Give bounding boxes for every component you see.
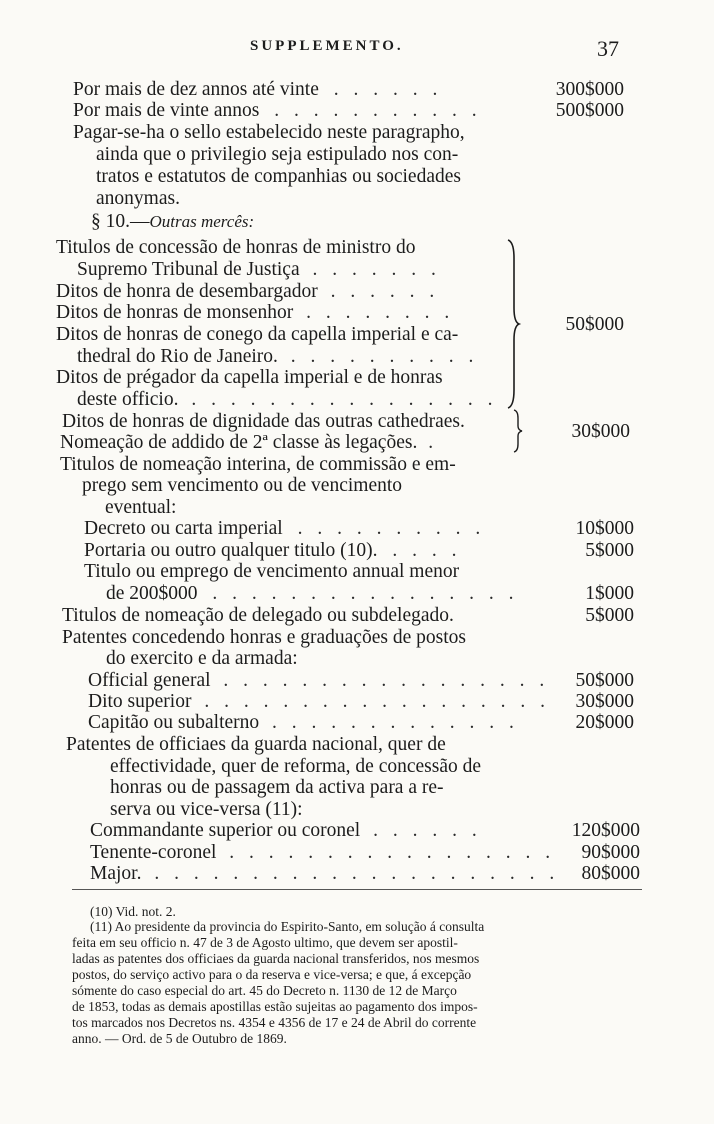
text-line: prego sem vencimento ou de vencimento [82, 475, 403, 496]
text-line: deste officio. . . . . . . . . . . . . . . . . [77, 389, 498, 410]
text-line: anonymas. [96, 188, 180, 209]
right-brace-icon [512, 408, 524, 454]
footnote-divider [72, 889, 642, 890]
footnote-line: postos, do serviço activo para o da reserva e vice-versa; e que, á excepção [72, 967, 472, 982]
text-line: ainda que o privilegio seja estipulado nos con- [96, 144, 459, 165]
amount: 5$000 [585, 605, 634, 626]
text-line: effectividade, quer de reforma, de concessão de [110, 756, 482, 777]
amount: 50$000 [575, 670, 634, 691]
amount: 10$000 [575, 518, 634, 539]
text-line: Capitão ou subalterno . . . . . . . . . . . . . [88, 712, 519, 733]
page-number: 37 [597, 36, 619, 61]
footnote-line: feita em seu officio n. 47 de 3 de Agosto ultimo, que devem ser apostil- [72, 935, 458, 950]
text-line: Titulo ou emprego de vencimento annual menor [84, 561, 460, 582]
text-line: eventual: [105, 497, 177, 518]
page-header [0, 36, 714, 64]
text-line: Major. . . . . . . . . . . . . . . . . . . . . . [90, 863, 560, 884]
text-line: Tenente-coronel . . . . . . . . . . . . . . . . . [90, 842, 556, 863]
amount: 30$000 [575, 691, 634, 712]
text-line: do exercito e da armada: [106, 648, 298, 669]
text-line: Patentes de officiaes da guarda nacional, quer de [66, 734, 446, 755]
text-line: Supremo Tribunal de Justiça . . . . . . . [77, 259, 441, 280]
text-line: Official general . . . . . . . . . . . . . . . . . [88, 670, 550, 691]
text-line: Dito superior . . . . . . . . . . . . . . . . . . [88, 691, 550, 712]
text-line: serva ou vice-versa (11): [110, 799, 303, 820]
text-line: Titulos de nomeação interina, de commissão e em- [60, 454, 456, 475]
text-line: thedral do Rio de Janeiro. . . . . . . . . . . [77, 346, 479, 367]
text-line: de 200$000 . . . . . . . . . . . . . . . . [106, 583, 519, 604]
right-brace-icon [506, 238, 520, 410]
text-line: Titulos de nomeação de delegado ou subdelegado. [62, 605, 454, 626]
text-line: Ditos de honras de monsenhor . . . . . . . . [56, 302, 455, 323]
footnote-line: de 1853, todas as demais apostillas estão sujeitas ao pagamento dos impos- [72, 999, 478, 1014]
footnote-line: sómente do caso especial do art. 45 do Decreto n. 1130 de 12 de Março [72, 983, 457, 998]
text-line: honras ou de passagem da activa para a re- [110, 777, 444, 798]
amount: 1$000 [585, 583, 634, 604]
amount: 500$000 [555, 100, 624, 121]
text-line: Ditos de prégador da capella imperial e de honras [56, 367, 443, 388]
footnote-line: tos marcados nos Decretos ns. 4354 e 4356 de 17 e 24 de Abril do corrente [72, 1015, 477, 1030]
bracket-amount: 50$000 [565, 314, 624, 335]
text-line: Ditos de honras de dignidade das outras cathedraes. [62, 411, 465, 432]
bracket-amount: 30$000 [571, 421, 630, 442]
amount: 90$000 [581, 842, 640, 863]
amount: 80$000 [581, 863, 640, 884]
text-line: Ditos de honras de conego da capella imperial e ca- [56, 324, 459, 345]
text-line: Pagar-se-ha o sello estabelecido neste paragrapho, [73, 122, 465, 143]
footnote-line: anno. — Ord. de 5 de Outubro de 1869. [72, 1031, 287, 1046]
amount: 120$000 [571, 820, 640, 841]
text-line: Decreto ou carta imperial . . . . . . . . . . [84, 518, 486, 539]
text-line: Titulos de concessão de honras de ministro do [56, 237, 416, 258]
text-line: tratos e estatutos de companhias ou sociedades [96, 166, 461, 187]
amount: 5$000 [585, 540, 634, 561]
text-line: Patentes concedendo honras e graduações de postos [62, 627, 466, 648]
text-line: Commandante superior ou coronel . . . . . . [90, 820, 482, 841]
running-title: SUPPLEMENTO. [250, 38, 404, 54]
text-line: Portaria ou outro qualquer titulo (10). . . . . [84, 540, 462, 561]
text-line: Nomeação de addido de 2ª classe às legações. . [60, 432, 439, 453]
footnote-line: (11) Ao presidente da provincia do Espirito-Santo, em solução á consulta [90, 919, 485, 934]
amount: 300$000 [555, 79, 624, 100]
section-heading: § 10.—Outras mercês: [91, 211, 255, 232]
text-line: Por mais de vinte annos . . . . . . . . . . . [73, 100, 482, 121]
amount: 20$000 [575, 712, 634, 733]
footnote-line: ladas as patentes dos officiaes da guarda nacional transferidos, nos mesmos [72, 951, 480, 966]
text-line: Por mais de dez annos até vinte . . . . . . [73, 79, 443, 100]
footnote-line: (10) Vid. not. 2. [90, 904, 176, 919]
text-line: Ditos de honra de desembargador . . . . . . [56, 281, 440, 302]
